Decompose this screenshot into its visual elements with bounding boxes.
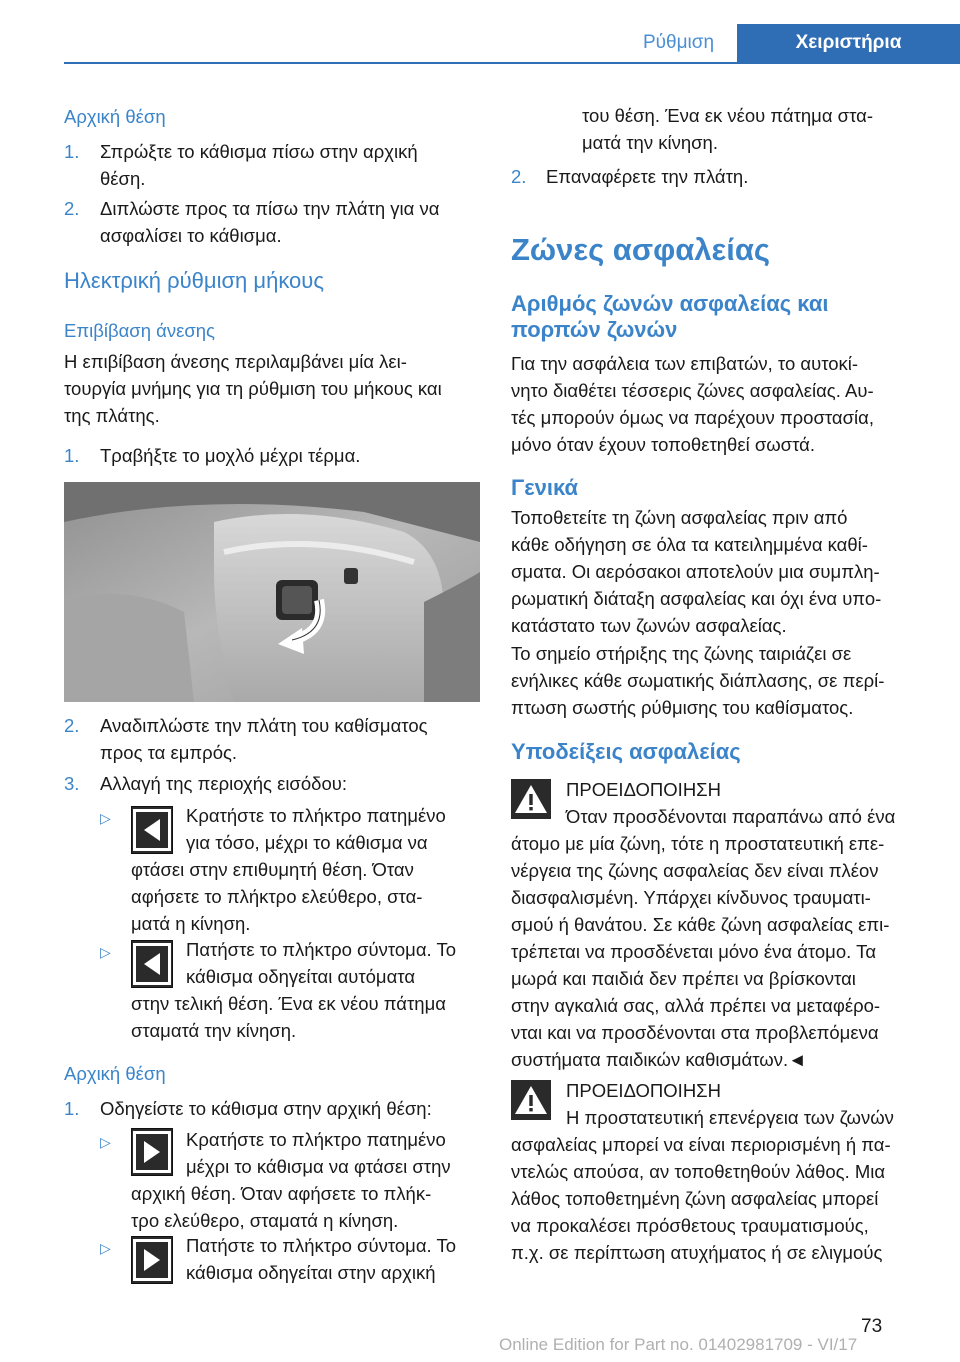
warning-text: συστήματα παιδικών καθισμάτων.◄ — [511, 1049, 807, 1070]
paragraph-line: κατάστατο των ζωνών ασφαλείας. — [511, 615, 787, 636]
bullet-text: Κρατήστε το πλήκτρο πατημένο — [186, 1129, 446, 1150]
bullet-text: κάθισμα οδηγείται στην αρχική — [186, 1262, 436, 1283]
warning-text: να προκαλέσει πρόσθετους τραυματισμούς, — [511, 1215, 869, 1236]
bullet-text: για τόσο, μέχρι το κάθισμα να — [186, 832, 428, 853]
step-number: 3. — [64, 773, 80, 794]
bullet-text: αφήσετε το πλήκτρο ελεύθερο, στα‐ — [131, 886, 423, 907]
warning-text: Η προστατευτική επενέργεια των ζωνών — [566, 1107, 894, 1128]
paragraph-line: της πλάτης. — [64, 405, 160, 426]
warning-text: λάθος τοποθετημένη ζώνη ασφαλείας μπορεί — [511, 1188, 879, 1209]
paragraph-line: Τοποθετείτε τη ζώνη ασφαλείας πριν από — [511, 507, 848, 528]
bullet-text: μέχρι το κάθισμα να φτάσει στην — [186, 1156, 451, 1177]
warning-triangle-icon — [511, 779, 551, 819]
triangle-right-icon: ▷ — [100, 1134, 111, 1150]
bullet-text: Κρατήστε το πλήκτρο πατημένο — [186, 805, 446, 826]
triangle-right-icon: ▷ — [100, 1240, 111, 1256]
warning-title: ΠΡΟΕΙΔΟΠΟΙΗΣΗ — [566, 779, 721, 800]
bullet-text: αρχική θέση. Όταν αφήσετε το πλήκ‐ — [131, 1183, 432, 1204]
heading-seat-belts: Ζώνες ασφαλείας — [511, 232, 771, 267]
paragraph-line: μόνο όταν έχουν τοποθετηθεί σωστά. — [511, 434, 815, 455]
heading-safety-notes: Υποδείξεις ασφαλείας — [511, 739, 741, 764]
warning-text: σμού ή θανάτου. Σε κάθε ζώνη ασφαλείας επι‐ — [511, 914, 890, 935]
page-number: 73 — [861, 1316, 883, 1337]
step-text: Διπλώστε προς τα πίσω την πλάτη για να — [100, 198, 440, 219]
step-number: 1. — [64, 1098, 80, 1119]
warning-title: ΠΡΟΕΙΔΟΠΟΙΗΣΗ — [566, 1080, 721, 1101]
header-rule — [64, 62, 960, 64]
paragraph-line: σματα. Οι αερόσακοι αποτελούν μια συμπλη‐ — [511, 561, 880, 582]
warning-text: μωρά και παιδιά δεν πρέπει να βρίσκονται — [511, 968, 856, 989]
bullet-text: κάθισμα οδηγείται αυτόματα — [186, 966, 416, 987]
warning-text: άτομο με μία ζώνη, τότε η προστατευτική επε‐ — [511, 833, 885, 854]
warning-text: νται και να προσδένονται στα προβλεπόμενα — [511, 1022, 879, 1043]
arrow-right-key-icon — [131, 1128, 173, 1176]
bullet-text: στην τελική θέση. Ένα εκ νέου πάτημα — [131, 993, 446, 1014]
bullet-text: σταματά την κίνηση. — [131, 1020, 297, 1041]
header-tab-setting: Ρύθμιση — [642, 32, 715, 53]
seat-lever-photo — [64, 482, 480, 702]
bullet-text: ματά την κίνηση. — [582, 132, 718, 153]
heading-initial-position: Αρχική θέση — [64, 106, 166, 127]
step-number: 2. — [64, 198, 80, 219]
step-number: 1. — [64, 445, 80, 466]
step-text: θέση. — [100, 168, 146, 189]
seat-lever-illustration — [64, 482, 480, 702]
step-text: Αλλαγή της περιοχής εισόδου: — [100, 773, 347, 794]
paragraph-line: νητο διαθέτει τέσσερις ζώνες ασφαλείας. Αυ‐ — [511, 380, 874, 401]
step-text: Οδηγείστε το κάθισμα στην αρχική θέση: — [100, 1098, 432, 1119]
paragraph-line: ενήλικες κάθε σωματικής διάπλασης, σε περί‐ — [511, 670, 885, 691]
heading-easy-entry: Επιβίβαση άνεσης — [64, 320, 215, 341]
paragraph-line: Το σημείο στήριξης της ζώνης ταιριάζει σε — [511, 643, 852, 664]
paragraph-line: Για την ασφάλεια των επιβατών, το αυτοκί‐ — [511, 353, 859, 374]
edition-note: Online Edition for Part no. 01402981709 - VI/17 — [499, 1335, 858, 1354]
warning-text: τρέπεται να προσδένεται μόνο ένα άτομο. Τα — [511, 941, 877, 962]
arrow-left-key-icon — [131, 806, 173, 854]
step-number: 1. — [64, 141, 80, 162]
arrow-right-key-icon — [131, 1236, 173, 1284]
step-number: 2. — [64, 715, 80, 736]
warning-text: νέργεια της ζώνης ασφαλείας δεν είναι πλέον — [511, 860, 879, 881]
bullet-text: Πατήστε το πλήκτρο σύντομα. Το — [186, 1235, 457, 1256]
step-text: Τραβήξτε το μοχλό μέχρι τέρμα. — [100, 445, 361, 466]
paragraph-line: Η επιβίβαση άνεσης περιλαμβάνει μία λει‐ — [64, 351, 407, 372]
heading-general: Γενικά — [511, 475, 579, 500]
warning-text: π.χ. σε περίπτωση ατυχήματος ή σε ελιγμούς — [511, 1242, 883, 1263]
bullet-text: Πατήστε το πλήκτρο σύντομα. Το — [186, 939, 457, 960]
paragraph-line: πτωση σωστής ρύθμισης του καθίσματος. — [511, 697, 854, 718]
step-text: ασφαλίσει το κάθισμα. — [100, 225, 282, 246]
step-number: 2. — [511, 166, 527, 187]
bullet-text: ματά η κίνηση. — [131, 913, 251, 934]
heading-electric-adjustment: Ηλεκτρική ρύθμιση μήκους — [64, 268, 324, 293]
header-tab-controls: Χειριστήρια — [737, 24, 960, 62]
heading-number-of-belts: πορπών ζωνών — [511, 317, 678, 342]
step-text: Αναδιπλώστε την πλάτη του καθίσματος — [100, 715, 428, 736]
warning-text: Όταν προσδένονται παραπάνω από ένα — [566, 806, 896, 827]
paragraph-line: τουργία μνήμης για τη ρύθμιση του μήκους και — [64, 378, 442, 399]
heading-number-of-belts: Αριθμός ζωνών ασφαλείας και — [511, 291, 829, 316]
warning-triangle-icon — [511, 1080, 551, 1120]
step-text: Επαναφέρετε την πλάτη. — [546, 166, 749, 187]
arrow-left-key-icon — [131, 940, 173, 988]
step-text: Σπρώξτε το κάθισμα πίσω στην αρχική — [100, 141, 418, 162]
paragraph-line: τές μπορούν όμως να παρέχουν προστασία, — [511, 407, 874, 428]
triangle-right-icon: ▷ — [100, 944, 111, 960]
bullet-text: του θέση. Ένα εκ νέου πάτημα στα‐ — [582, 105, 873, 126]
footer — [0, 1335, 960, 1357]
warning-text: στην αγκαλιά σας, αλλά πρέπει να μεταφέρο‐ — [511, 995, 881, 1016]
step-text: προς τα εμπρός. — [100, 742, 238, 763]
warning-text: ντελώς απούσα, αν τοποθετηθούν λάθος. Μια — [511, 1161, 886, 1182]
paragraph-line: κάθε οδήγηση σε όλα τα κατειλημμένα καθί‐ — [511, 534, 868, 555]
triangle-right-icon: ▷ — [100, 810, 111, 826]
paragraph-line: ρωματική διάταξη ασφαλείας και όχι ένα υπο‐ — [511, 588, 882, 609]
warning-text: ασφαλείας μπορεί να είναι περιορισμένη ή πα‐ — [511, 1134, 891, 1155]
bullet-text: φτάσει στην επιθυμητή θέση. Όταν — [131, 859, 414, 880]
heading-initial-position: Αρχική θέση — [64, 1063, 166, 1084]
warning-text: διασφαλισμένη. Υπάρχει κίνδυνος τραυματι‐ — [511, 887, 871, 908]
bullet-text: τρο ελεύθερο, σταματά η κίνηση. — [131, 1210, 399, 1231]
